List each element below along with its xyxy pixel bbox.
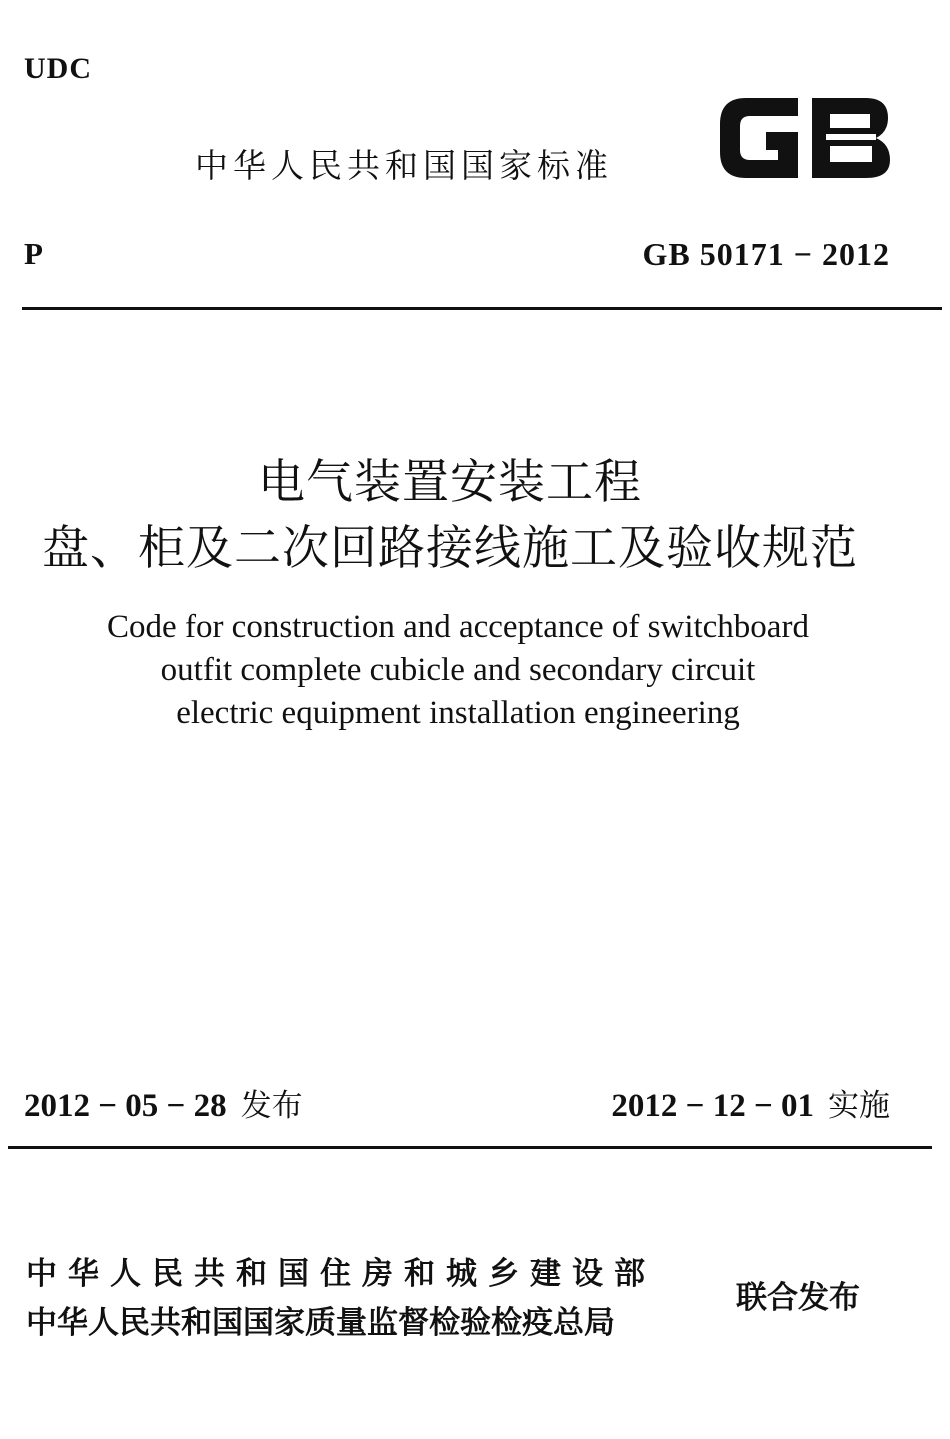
english-title	[0, 606, 916, 735]
bottom-divider	[8, 1146, 932, 1149]
issue-label: 发布	[240, 1088, 303, 1124]
chinese-title-line-2: 盘、柜及二次回路接线施工及验收规范	[42, 521, 858, 576]
issue-date-block	[24, 1080, 303, 1125]
english-title-line-3: electric equipment installation engineering	[176, 695, 740, 731]
issue-date: 2012 − 05 − 28	[24, 1088, 227, 1124]
english-title-line-2: outfit complete cubicle and secondary circuit	[160, 652, 756, 688]
implementation-date: 2012 − 12 − 01	[611, 1088, 814, 1124]
issuer-ministry-housing: 中华人民共和国住房和城乡建设部	[26, 1256, 656, 1292]
chinese-title	[0, 450, 900, 582]
implementation-date-block	[611, 1080, 890, 1125]
joint-issue-label: 联合发布	[736, 1280, 860, 1316]
standard-number: GB 50171 − 2012	[642, 236, 890, 272]
chinese-title-line-1: 电气装置安装工程	[258, 455, 642, 510]
english-title-line-1: Code for construction and acceptance of switchboard	[107, 609, 809, 645]
implementation-label: 实施	[828, 1088, 890, 1124]
top-divider	[22, 307, 942, 310]
gb-logo-icon	[716, 88, 894, 188]
classification-code: P	[24, 236, 43, 271]
issuer-aqsiq: 中华人民共和国国家质量监督检验检疫总局	[26, 1305, 615, 1341]
udc-label: UDC	[24, 52, 92, 85]
national-standard-heading: 中华人民共和国国家标准	[195, 146, 613, 185]
